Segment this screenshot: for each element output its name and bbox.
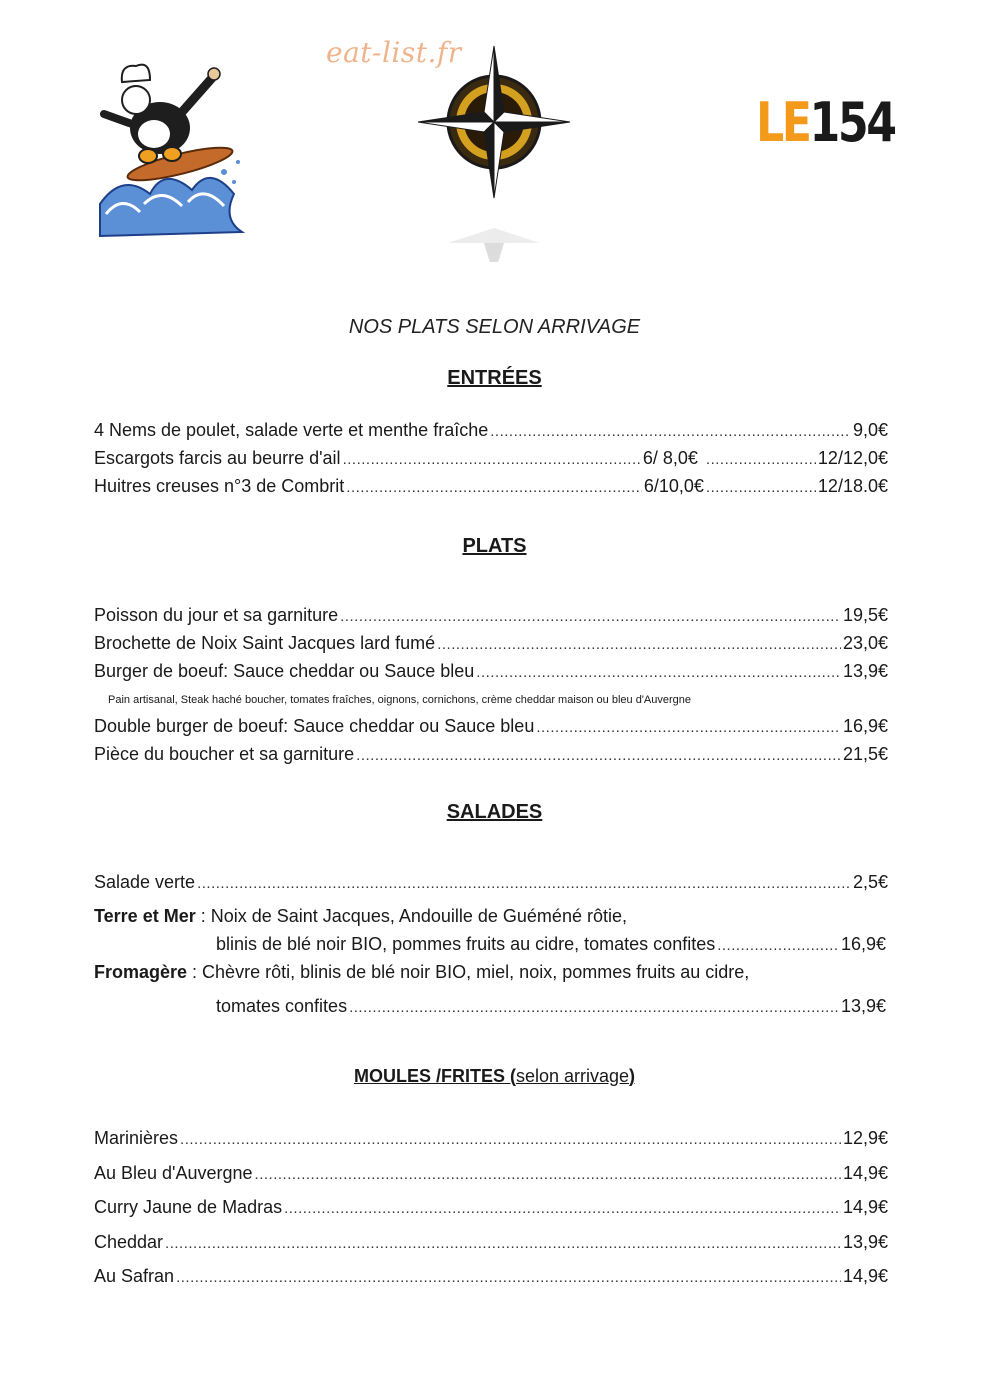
moules-paren-open: (	[504, 1066, 516, 1086]
section-title-entrees: ENTRÉES	[447, 367, 542, 389]
compass-rose-logo	[412, 42, 577, 262]
item-name: Pièce du boucher et sa garniture	[94, 744, 355, 764]
leader-dots	[255, 1166, 841, 1184]
moules-title-main: MOULES /FRITES	[353, 1066, 505, 1086]
leader-dots	[717, 937, 839, 955]
leader-dots	[490, 423, 851, 441]
leader-dots	[343, 451, 641, 469]
menu-item	[94, 633, 888, 655]
section-title-plats: PLATS	[462, 535, 527, 557]
leader-dots	[437, 636, 841, 654]
leader-dots	[706, 479, 816, 497]
item-name: Cheddar	[94, 1232, 164, 1252]
moules-title-note: selon arrivage	[515, 1066, 630, 1086]
menu-subtitle: NOS PLATS SELON ARRIVAGE	[348, 316, 641, 338]
salad-terre-et-mer-line1	[94, 906, 627, 928]
item-price-half-dozen: 6/ 8,0€	[642, 448, 698, 468]
item-price: 13,9€	[842, 661, 888, 681]
menu-item	[94, 716, 888, 738]
leader-dots	[356, 747, 841, 765]
salad-fromagere-line1	[94, 962, 749, 984]
leader-dots	[349, 999, 839, 1017]
menu-item	[94, 1266, 888, 1288]
item-name: Poisson du jour et sa garniture	[94, 605, 339, 625]
menu-item	[216, 934, 886, 956]
menu-item	[94, 1163, 888, 1185]
item-price-half-dozen: 6/10,0€	[643, 476, 704, 496]
menu-item	[94, 1232, 888, 1254]
leader-dots	[536, 719, 841, 737]
leader-dots	[165, 1235, 841, 1253]
item-price: 23,0€	[842, 633, 888, 653]
item-name: Huitres creuses n°3 de Combrit	[94, 476, 345, 496]
leader-dots	[180, 1131, 841, 1149]
menu-item	[94, 420, 888, 442]
watermark-text: eat-list.fr	[326, 36, 462, 69]
leader-dots	[176, 1269, 841, 1287]
item-name: Burger de boeuf: Sauce cheddar ou Sauce bleu	[94, 661, 475, 681]
item-name: Terre et Mer	[94, 906, 196, 926]
brand-prefix: LE	[756, 91, 810, 154]
item-price-dozen: 12/12,0€	[817, 448, 888, 468]
leader-dots	[340, 608, 841, 626]
menu-item	[94, 661, 888, 683]
item-price: 12,9€	[842, 1128, 888, 1148]
menu-item	[94, 476, 888, 498]
item-price: 14,9€	[842, 1197, 888, 1217]
item-price: 14,9€	[842, 1266, 888, 1286]
menu-item	[94, 1197, 888, 1219]
item-price: 14,9€	[842, 1163, 888, 1183]
item-name: Double burger de boeuf: Sauce cheddar ou Sauce bleu	[94, 716, 535, 736]
surfing-chef-logo	[92, 54, 252, 244]
item-price: 19,5€	[842, 605, 888, 625]
item-name: Au Safran	[94, 1266, 175, 1286]
menu-item	[94, 448, 888, 470]
section-title-moules	[0, 1066, 989, 1087]
item-price: 9,0€	[852, 420, 888, 440]
item-name: Escargots farcis au beurre d'ail	[94, 448, 341, 468]
item-name: Salade verte	[94, 872, 196, 892]
leader-dots	[706, 451, 816, 469]
item-name: 4 Nems de poulet, salade verte et menthe fraîche	[94, 420, 489, 440]
section-title-salades: SALADES	[446, 801, 543, 823]
leader-dots	[197, 875, 851, 893]
leader-dots	[284, 1200, 841, 1218]
restaurant-brand	[756, 91, 895, 154]
item-price: 13,9€	[842, 1232, 888, 1252]
item-description: : Noix de Saint Jacques, Andouille de Guéméné rôtie,	[195, 906, 627, 926]
item-price: 13,9€	[840, 996, 886, 1016]
menu-item	[94, 605, 888, 627]
menu-item	[94, 744, 888, 766]
item-price-dozen: 12/18.0€	[817, 476, 888, 496]
menu-item	[94, 1128, 888, 1150]
item-description: blinis de blé noir BIO, pommes fruits au cidre, tomates confites	[216, 934, 716, 954]
item-name: Curry Jaune de Madras	[94, 1197, 283, 1217]
item-name: Au Bleu d'Auvergne	[94, 1163, 253, 1183]
leader-dots	[346, 479, 642, 497]
item-price: 16,9€	[840, 934, 886, 954]
menu-item	[94, 872, 888, 894]
leader-dots	[476, 664, 841, 682]
burger-description: Pain artisanal, Steak haché boucher, tomates fraîches, oignons, cornichons, crème cheddar maison ou bleu d'Auvergne	[108, 694, 691, 706]
item-price: 21,5€	[842, 744, 888, 764]
item-description: tomates confites	[216, 996, 348, 1016]
brand-number: 154	[809, 91, 895, 154]
item-price: 2,5€	[852, 872, 888, 892]
item-name: Fromagère	[94, 962, 188, 982]
item-description: : Chèvre rôti, blinis de blé noir BIO, miel, noix, pommes fruits au cidre,	[187, 962, 750, 982]
moules-paren-close: )	[629, 1066, 636, 1086]
item-price: 16,9€	[842, 716, 888, 736]
item-name: Brochette de Noix Saint Jacques lard fumé	[94, 633, 436, 653]
item-name: Marinières	[94, 1128, 179, 1148]
menu-item	[216, 996, 886, 1018]
